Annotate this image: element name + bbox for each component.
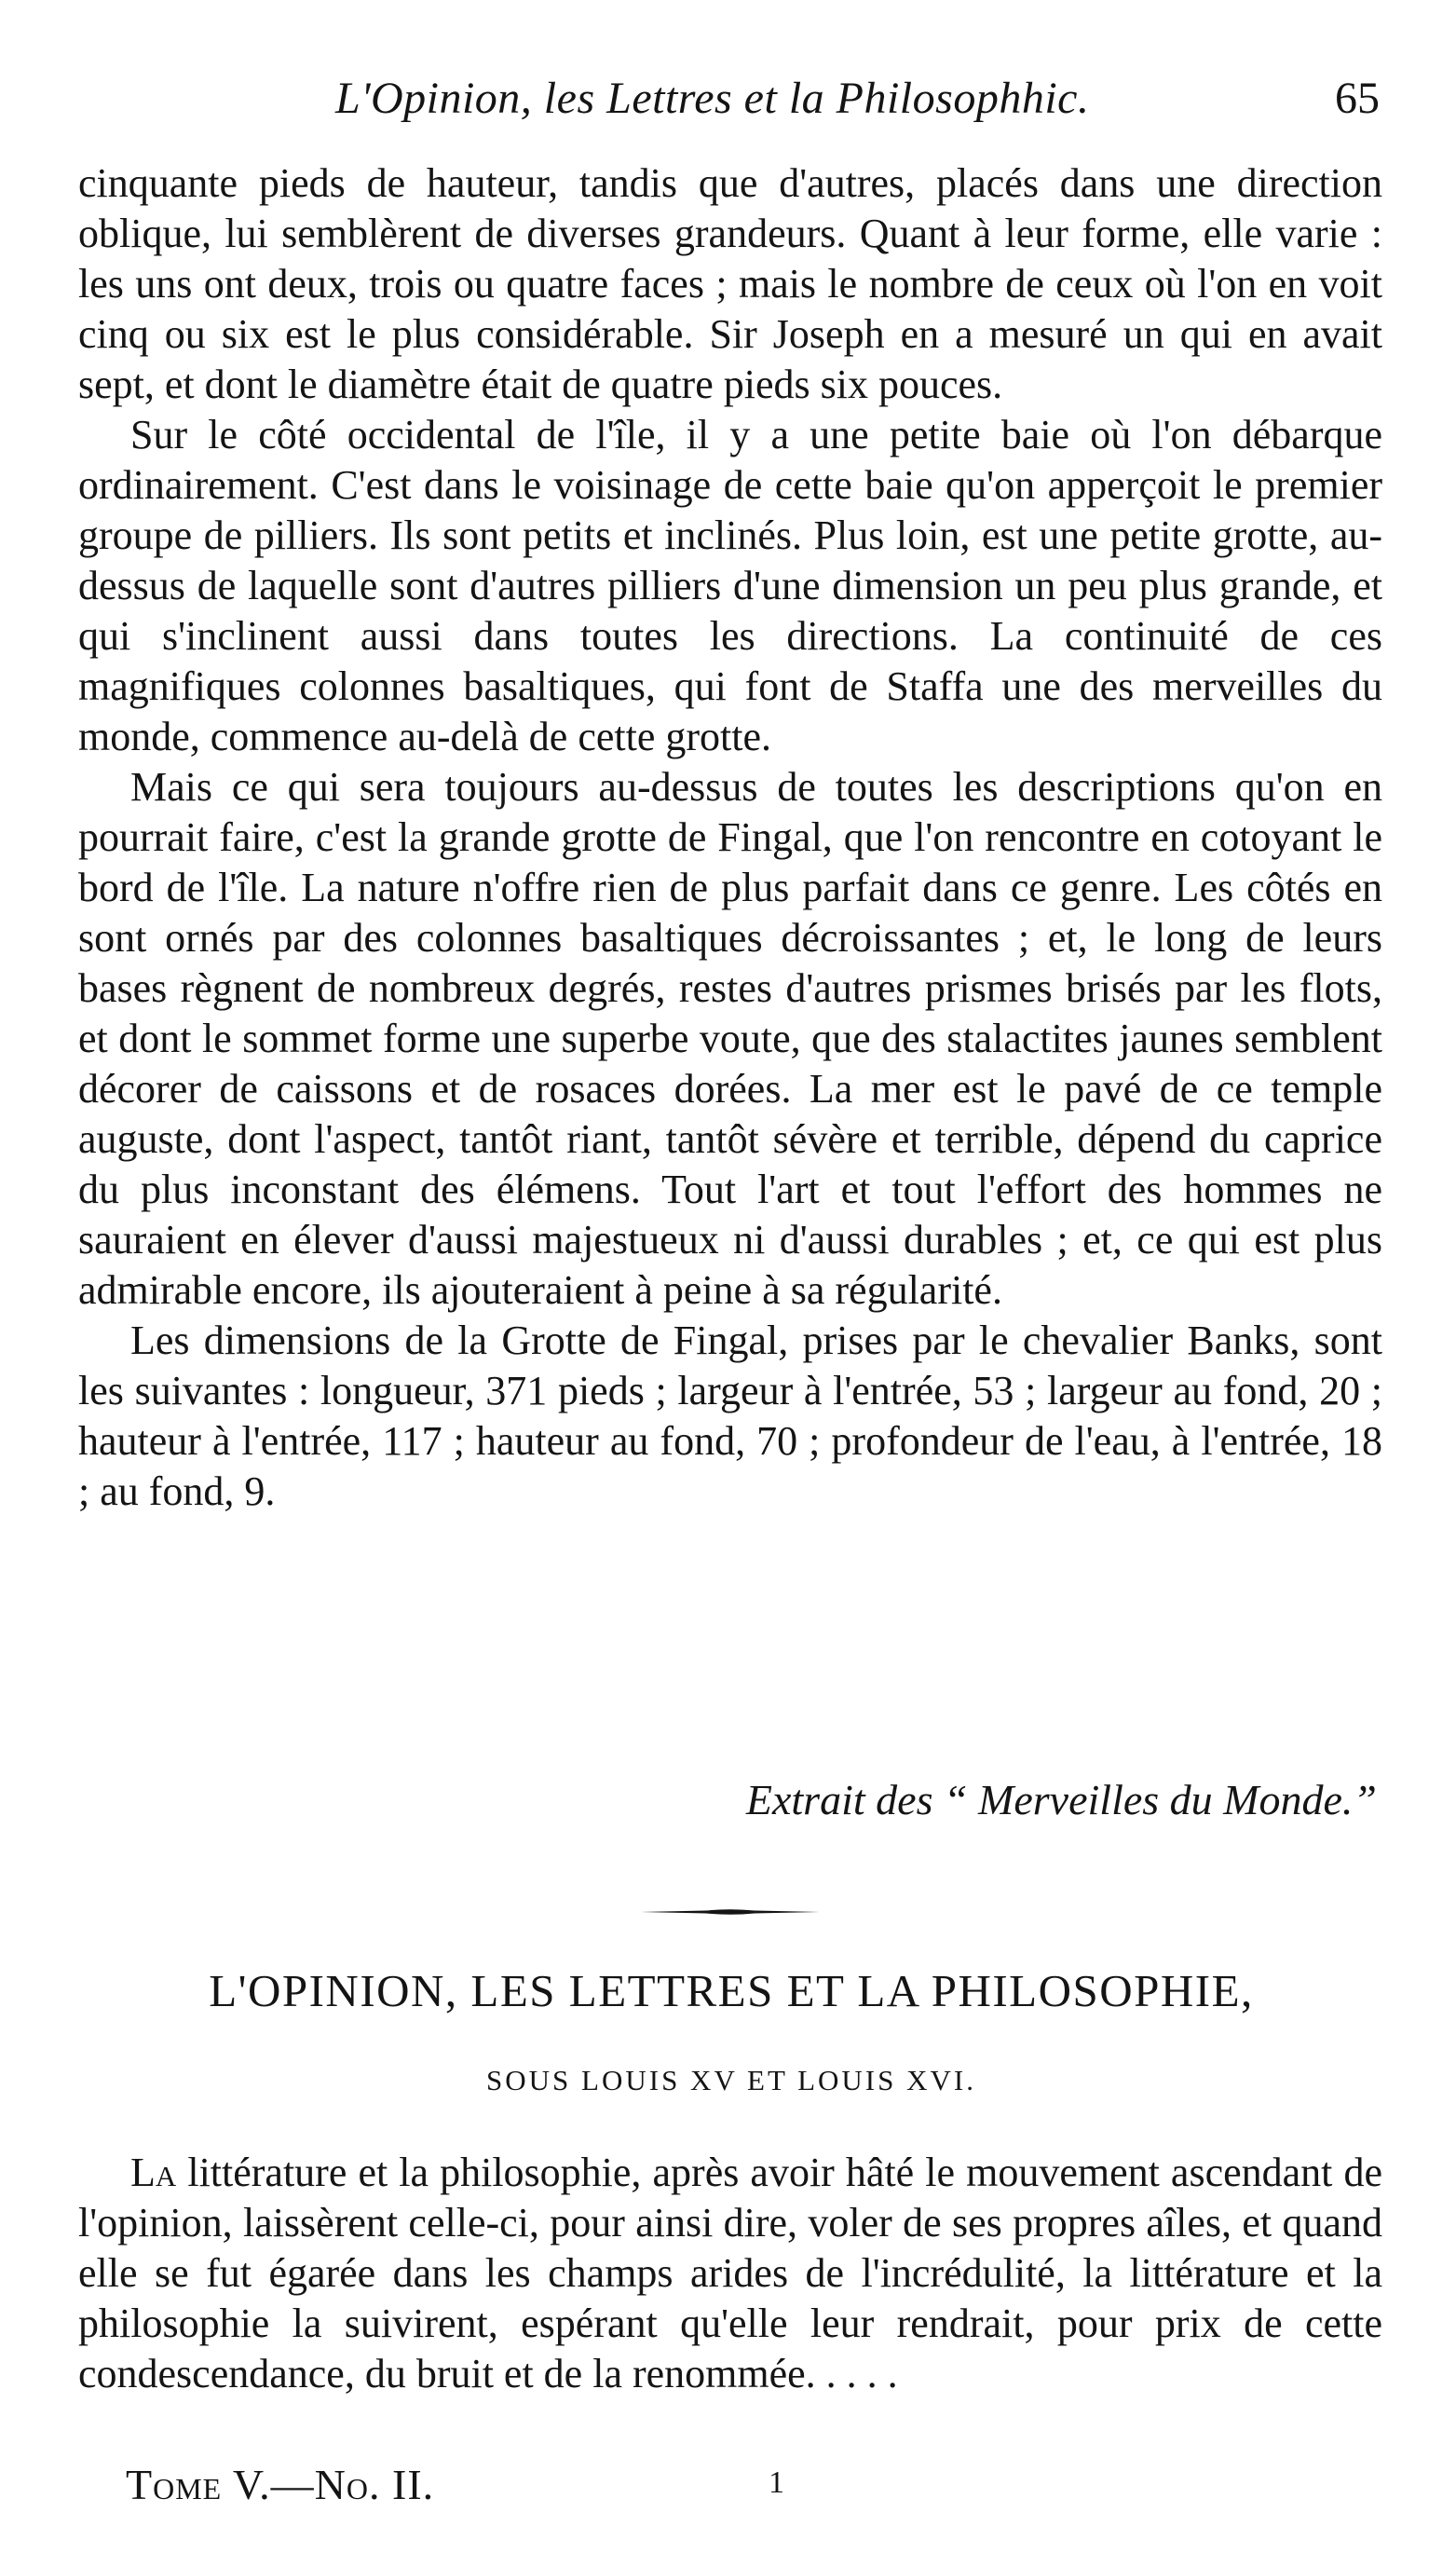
- section-subtitle: SOUS LOUIS XV ET LOUIS XVI.: [486, 2064, 976, 2096]
- page-number: 65: [1335, 74, 1380, 123]
- paragraph: Sur le côté occidental de l'île, il y a une petite baie où l'on débarque ordinairement. C'est dans le voisinage de cette baie qu'on apperçoit le premier groupe de pilliers. Ils sont petits et inclinés. Plus loin, est une petite grotte, au-dessus de laquelle sont d'autres pilliers d'une dimension un peu plus grande, et qui s'inclinent aussi dans toutes les directions. La continuité de ces magnifiques colonnes basaltiques, qui font de Staffa une des merveilles du monde, commence au-delà de cette grotte.: [78, 412, 1382, 759]
- opening-word: La: [130, 2150, 177, 2195]
- signature-line: [126, 2460, 871, 2516]
- source-attribution: Extrait des “ Merveilles du Monde.”: [745, 1776, 1377, 1823]
- paragraph: Mais ce qui sera toujours au-dessus de toutes les descriptions qu'on en pourrait faire, c'est la grande grotte de Fingal, que l'on rencontre en cotoyant le bord de l'île. La nature n'offre rien de plus parfait dans ce genre. Les côtés en sont ornés par des colonnes basaltiques décroissantes ; et, le long de leurs bases règnent de nombreux degrés, restes d'autres prismes brisés par les flots, et dont le sommet forme une superbe voute, que des stalactites jaunes semblent décorer de caissons et de rosaces dorées. La mer est le pavé de ce temple auguste, dont l'aspect, tantôt riant, tantôt sévère et terrible, dépend du caprice du plus inconstant des élémens. Tout l'art et tout l'effort des hommes ne sauraient en élever d'aussi majestueux ni d'aussi durables ; et, ce qui est plus admirable encore, ils ajouteraient à peine à sa régularité.: [78, 764, 1382, 1313]
- running-head: [75, 73, 1391, 138]
- article-staffa: [78, 158, 1382, 1517]
- volume-signature: Tome V.—No. II.: [126, 2461, 435, 2508]
- paragraph: [78, 2148, 1382, 2399]
- ornamental-divider: [641, 1908, 820, 1916]
- paragraph: cinquante pieds de hauteur, tandis que d'autres, placés dans une direction oblique, lui semblèrent de diverses grandeurs. Quant à leur forme, elle varie : les uns ont deux, trois ou quatre faces ; mais le nombre de ceux où l'on en voit cinq ou six est le plus considérable. Sir Joseph en a mesuré un qui en avait sept, et dont le diamètre était de quatre pieds six pouces.: [78, 160, 1382, 407]
- section-title: L'OPINION, LES LETTRES ET LA PHILOSOPHIE,: [209, 1965, 1254, 2016]
- paragraph-text: littérature et la philosophie, après avoir hâté le mouvement ascendant de l'opinion, laissèrent celle-ci, pour ainsi dire, voler de ses propres aîles, et quand elle se fut égarée dans les champs arides de l'incrédulité, la littérature et la philosophie la suivirent, espérant qu'elle leur rendrait, pour prix de cette condescendance, du bruit et de la renommée. . . . .: [78, 2150, 1382, 2396]
- running-title: L'Opinion, les Lettres et la Philosophhic.: [335, 74, 1090, 123]
- article-opinion: [78, 2148, 1382, 2399]
- paragraph: Les dimensions de la Grotte de Fingal, prises par le chevalier Banks, sont les suivantes : longueur, 371 pieds ; largeur à l'entrée, 53 ; largeur au fond, 20 ; hauteur à l'entrée, 117 ; hauteur au fond, 70 ; profondeur de l'eau, à l'entrée, 18 ; au fond, 9.: [78, 1317, 1382, 1514]
- gathering-mark: 1: [769, 2465, 784, 2500]
